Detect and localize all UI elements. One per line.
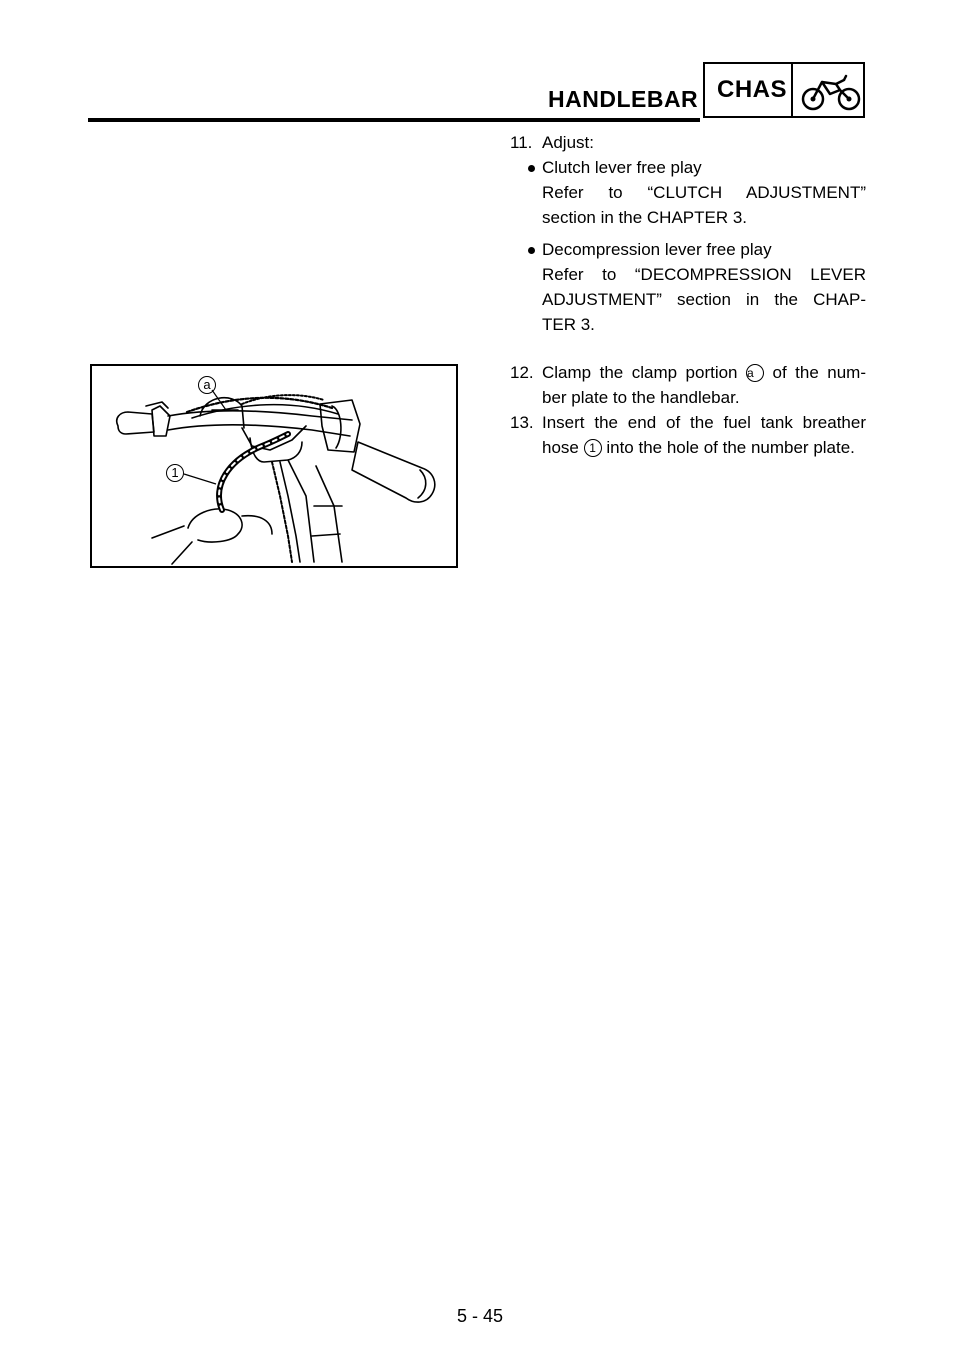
- header-rule: [88, 118, 700, 122]
- step-11-heading: [510, 130, 866, 155]
- page-number: 5 - 45: [456, 1306, 504, 1326]
- item-reference: [542, 262, 866, 337]
- steps-12-13: [510, 360, 866, 460]
- step-number: 13.: [510, 413, 534, 432]
- badge-divider: [791, 64, 793, 116]
- bullet-icon: [528, 165, 535, 172]
- handlebar-drawing: [92, 366, 456, 566]
- step-number: 12.: [510, 363, 534, 382]
- callout-1-marker: 1: [584, 439, 602, 457]
- step-text: Clamp the clamp portion: [542, 363, 738, 382]
- handlebar-illustration: [90, 364, 458, 568]
- reference-line: section in the CHAPTER 3.: [542, 208, 748, 227]
- reference-line: Refer to “DECOMPRESSION LEVER: [542, 265, 866, 284]
- item-label: Clutch lever free play: [542, 158, 702, 177]
- item-reference: [542, 180, 866, 230]
- step-line: [542, 435, 866, 460]
- step-line: ber plate to the handlebar.: [542, 388, 740, 407]
- step-number: 11.: [510, 133, 533, 152]
- callout-a-marker: a: [746, 364, 764, 382]
- item-label: Decompression lever free play: [542, 240, 772, 259]
- step-title: Adjust:: [542, 133, 594, 152]
- section-code: CHAS: [717, 76, 788, 103]
- section-badge: [703, 62, 865, 118]
- step-line: [542, 360, 866, 385]
- step-13: [510, 410, 866, 460]
- list-item: [524, 237, 866, 262]
- callout-a: a: [198, 376, 216, 394]
- callout-1: 1: [166, 464, 184, 482]
- step-text: into the hole of the number plate.: [606, 438, 855, 457]
- step-text: of the num-: [772, 363, 866, 382]
- motorcycle-icon: [800, 72, 862, 112]
- reference-line: TER 3.: [542, 315, 595, 334]
- page-title: HANDLEBAR: [548, 86, 699, 112]
- bullet-icon: [528, 247, 535, 254]
- step-line: Insert the end of the fuel tank breather: [542, 413, 866, 432]
- step-12: [510, 360, 866, 410]
- step-text: hose: [542, 438, 579, 457]
- reference-line: ADJUSTMENT” section in the CHAP-: [542, 290, 866, 309]
- reference-line: Refer to “CLUTCH ADJUSTMENT”: [542, 183, 866, 202]
- list-item: [524, 155, 866, 180]
- step-11: [510, 130, 866, 337]
